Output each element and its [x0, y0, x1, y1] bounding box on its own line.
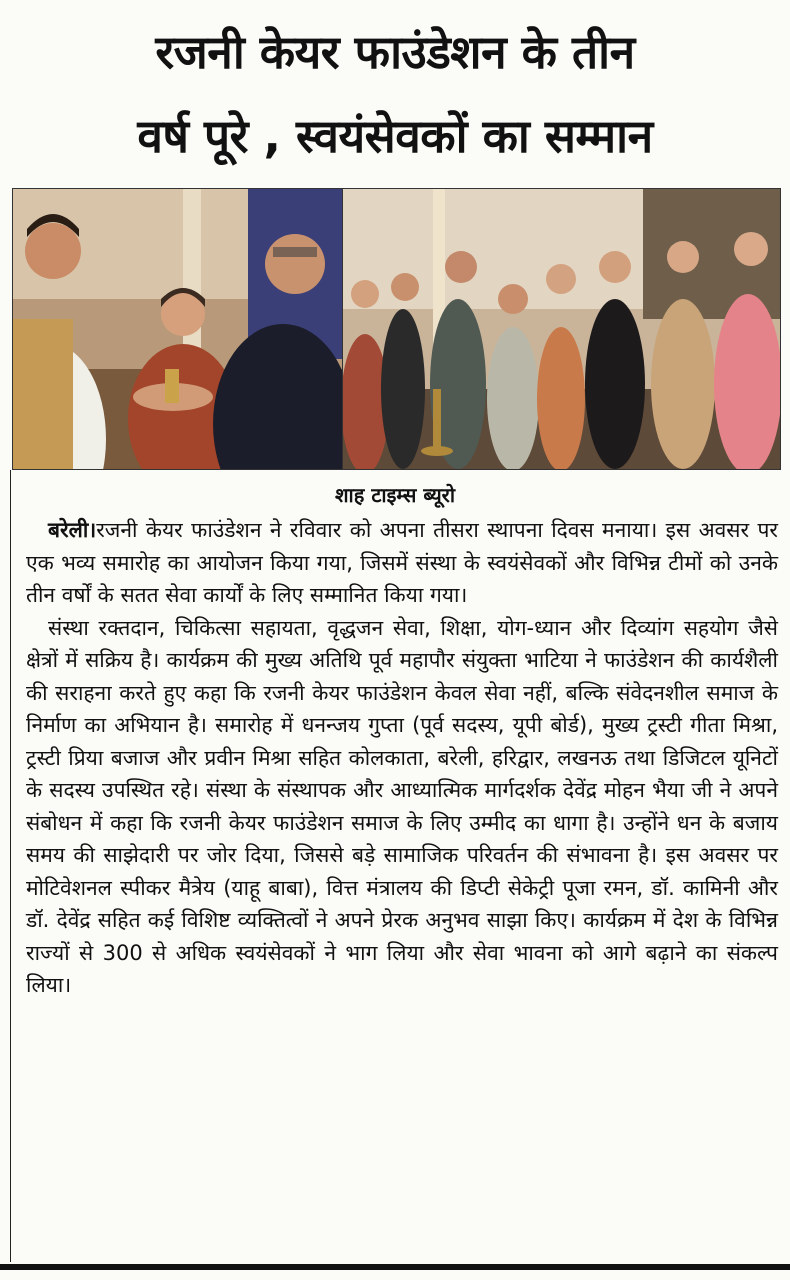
group-event-photo — [342, 188, 781, 470]
award-ceremony-photo — [12, 188, 344, 470]
paragraph-1-text: रजनी केयर फाउंडेशन ने रविवार को अपना तीसरा स्थापना दिवस मनाया। इस अवसर पर एक भव्य समारोह का आयोजन किया गया, जिसमें संस्था के स्वयंसेवकों और विभिन्न टीमों को उनके तीन वर्षों के सतत सेवा कार्यों के लिए सम्मानित किया गया। — [26, 518, 778, 607]
headline — [12, 10, 778, 178]
award-ceremony-illustration — [13, 189, 343, 469]
dateline: बरेली। — [48, 518, 97, 542]
article-body — [26, 514, 778, 1002]
article-paragraph-2: संस्था रक्तदान, चिकित्सा सहायता, वृद्धजन सेवा, शिक्षा, योग-ध्यान और दिव्यांग सहयोग जैसे क्षेत्रों में सक्रिय है। कार्यक्रम की मुख्य अतिथि पूर्व महापौर संयुक्ता भाटिया ने फाउंडेशन की कार्यशैली की सराहना करते हुए कहा कि रजनी केयर फाउंडेशन केवल सेवा नहीं, बल्कि संवेदनशील समाज के निर्माण का अभियान है। समारोह में धनन्जय गुप्ता (पूर्व सदस्य, यूपी बोर्ड), मुख्य ट्रस्टी गीता मिश्रा, ट्रस्टी प्रिया बजाज और प्रवीन मिश्रा सहित कोलकाता, बरेली, हरिद्वार, लखनऊ तथा डिजिटल यूनिटों के सदस्य उपस्थित रहे। संस्था के संस्थापक और आध्यात्मिक मार्गदर्शक देवेंद्र मोहन भैया जी ने अपने संबोधन में कहा कि रजनी केयर फाउंडेशन समाज के लिए उम्मीद का धागा है। उन्होंने धन के बजाय समय की साझेदारी पर जोर दिया, जिससे बड़े सामाजिक परिवर्तन की संभावना है। इस अवसर पर मोटिवेशनल स्पीकर मैत्रेय (याहू बाबा), वित्त मंत्रालय की डिप्टी सेकेट्री पूजा रमन, डॉ. कामिनी और डॉ. देवेंद्र सहित कई विशिष्ट व्यक्तित्वों ने अपने प्रेरक अनुभव साझा किए। कार्यक्रम में देश के विभिन्न राज्यों से 300 से अधिक स्वयंसेवकों ने भाग लिया और सेवा भावना को आगे बढ़ाने का संकल्प लिया। — [26, 615, 779, 997]
headline-line-2: वर्ष पूरे , स्वयंसेवकों का सम्मान — [137, 109, 653, 163]
column-border — [10, 470, 11, 1262]
article-paragraph-1 — [26, 514, 778, 612]
group-event-illustration — [343, 189, 780, 469]
bottom-border — [0, 1264, 790, 1270]
byline: शाह टाइम्स ब्यूरो — [334, 483, 456, 507]
headline-line-1: रजनी केयर फाउंडेशन के तीन — [155, 25, 635, 79]
